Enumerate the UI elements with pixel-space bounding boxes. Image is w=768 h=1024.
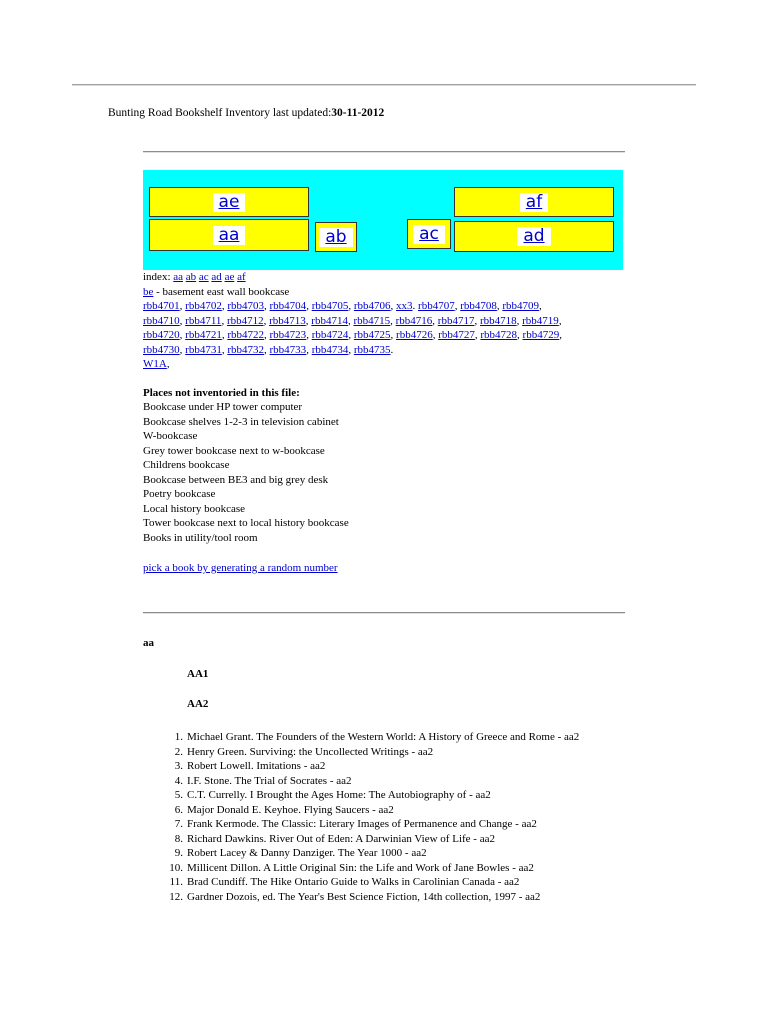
- subsection-aa2: AA2: [187, 698, 209, 710]
- index-link-rbb4724[interactable]: rbb4724: [311, 329, 349, 341]
- place-item: Poetry bookcase: [143, 488, 216, 500]
- book-number: 11.: [169, 876, 183, 888]
- index-link-rbb4710[interactable]: rbb4710: [143, 314, 180, 327]
- index-link-rbb4719[interactable]: rbb4719: [522, 314, 559, 327]
- book-title: I.F. Stone. The Trial of Socrates - aa2: [187, 774, 352, 787]
- index-link-rbb4706[interactable]: rbb4706: [353, 300, 391, 312]
- index-link-rbb4726[interactable]: rbb4726: [396, 329, 433, 341]
- index-link-ab[interactable]: ab: [185, 271, 197, 283]
- book-number: 3.: [174, 760, 183, 772]
- place-item: Bookcase shelves 1-2-3 in television cabinet: [143, 415, 339, 428]
- index-link-rbb4722[interactable]: rbb4722: [227, 329, 265, 341]
- book-title: Gardner Dozois, ed. The Year's Best Science Fiction, 14th collection, 1997 - aa2: [187, 890, 541, 903]
- map-box-ae[interactable]: ae: [149, 187, 309, 217]
- index-label: index:: [143, 271, 171, 283]
- updated-date: 30-11-2012: [331, 107, 385, 119]
- rbb-row: rbb4730, rbb4731, rbb4732, rbb4733, rbb4734, rbb4735.: [143, 343, 394, 356]
- index-link-rbb4708[interactable]: rbb4708: [460, 300, 497, 312]
- book-number: 12.: [169, 890, 183, 903]
- index-link-rbb4714[interactable]: rbb4714: [311, 314, 348, 327]
- index-link-rbb4732[interactable]: rbb4732: [227, 343, 265, 356]
- book-item: [163, 875, 633, 890]
- book-number: 4.: [174, 774, 183, 787]
- index-link-ae[interactable]: ae: [224, 271, 235, 283]
- main-content: [143, 270, 633, 576]
- book-title: Michael Grant. The Founders of the Western World: A History of Greece and Rome - aa2: [187, 731, 580, 743]
- be-line: [143, 285, 633, 300]
- index-link-ad[interactable]: ad: [211, 271, 222, 283]
- map-box-ac[interactable]: ac: [407, 219, 451, 249]
- book-item: [163, 774, 633, 789]
- book-title: Major Donald E. Keyhoe. Flying Saucers - aa2: [187, 803, 394, 816]
- book-number: 7.: [174, 818, 183, 830]
- index-line: [143, 270, 633, 285]
- top-divider: [72, 84, 696, 86]
- index-link-rbb4728[interactable]: rbb4728: [480, 329, 518, 341]
- rbb-row: rbb4701, rbb4702, rbb4703, rbb4704, rbb4705, rbb4706, xx3. rbb4707, rbb4708, rbb4709,: [143, 300, 542, 312]
- book-title: Brad Cundiff. The Hike Ontario Guide to Walks in Carolinian Canada - aa2: [187, 876, 520, 888]
- index-link-rbb4731[interactable]: rbb4731: [185, 343, 222, 356]
- book-item: [163, 788, 633, 803]
- book-item: [163, 890, 633, 905]
- book-number: 2.: [174, 745, 183, 758]
- index-link-rbb4733[interactable]: rbb4733: [269, 343, 307, 356]
- book-number: 10.: [169, 861, 183, 874]
- index-link-rbb4718[interactable]: rbb4718: [479, 314, 517, 327]
- rbb-row: rbb4720, rbb4721, rbb4722, rbb4723, rbb4724, rbb4725, rbb4726, rbb4727, rbb4728, rbb4729,: [143, 329, 562, 341]
- index-link-rbb4707[interactable]: rbb4707: [418, 300, 455, 312]
- index-link-rbb4712[interactable]: rbb4712: [226, 314, 264, 327]
- map-top-divider: [143, 151, 625, 153]
- index-link-rbb4701[interactable]: rbb4701: [143, 300, 180, 312]
- place-item: Grey tower bookcase next to w-bookcase: [143, 444, 325, 457]
- book-item: [163, 832, 633, 847]
- index-link-be[interactable]: be: [143, 285, 154, 298]
- last-updated-line: [108, 106, 384, 121]
- book-item: [163, 730, 633, 745]
- w1a-line: W1A,: [143, 358, 170, 370]
- updated-label: Bunting Road Bookshelf Inventory last updated:: [108, 107, 332, 119]
- index-link-w1a[interactable]: W1A: [143, 358, 167, 370]
- book-title: Robert Lacey & Danny Danziger. The Year 1000 - aa2: [187, 847, 427, 859]
- rbb-link-list: [143, 299, 633, 357]
- rbb-row: rbb4710, rbb4711, rbb4712, rbb4713, rbb4714, rbb4715, rbb4716, rbb4717, rbb4718, rbb4719,: [143, 314, 562, 327]
- index-link-rbb4720[interactable]: rbb4720: [143, 329, 180, 341]
- subsection-aa1: AA1: [187, 668, 209, 680]
- map-box-af[interactable]: af: [454, 187, 614, 217]
- random-book-link[interactable]: pick a book by generating a random number: [143, 562, 338, 574]
- book-item: [163, 759, 633, 774]
- index-link-af[interactable]: af: [237, 271, 246, 283]
- index-link-rbb4713[interactable]: rbb4713: [269, 314, 306, 327]
- place-item: Childrens bookcase: [143, 459, 230, 471]
- book-number: 8.: [174, 832, 183, 845]
- book-item: [163, 745, 633, 760]
- places-list: [143, 400, 633, 545]
- book-item: [163, 846, 633, 861]
- book-list: [163, 730, 633, 904]
- section-divider: [143, 612, 625, 614]
- place-item: Books in utility/tool room: [143, 531, 258, 544]
- map-box-ad[interactable]: ad: [454, 221, 614, 252]
- book-title: Millicent Dillon. A Little Original Sin: the Life and Work of Jane Bowles - aa2: [187, 861, 534, 874]
- index-link-rbb4704[interactable]: rbb4704: [269, 300, 307, 312]
- index-link-rbb4734[interactable]: rbb4734: [311, 343, 349, 356]
- index-link-aa[interactable]: aa: [173, 271, 184, 283]
- index-link-rbb4721[interactable]: rbb4721: [185, 329, 222, 341]
- index-link-rbb4735[interactable]: rbb4735: [353, 343, 391, 356]
- place-item: Local history bookcase: [143, 502, 246, 515]
- place-item: W-bookcase: [143, 430, 198, 442]
- places-title: Places not inventoried in this file:: [143, 386, 300, 399]
- book-title: Richard Dawkins. River Out of Eden: A Darwinian View of Life - aa2: [187, 832, 495, 845]
- place-item: Tower bookcase next to local history bookcase: [143, 517, 349, 529]
- book-title: Frank Kermode. The Classic: Literary Images of Permanence and Change - aa2: [187, 818, 537, 830]
- book-number: 9.: [174, 847, 183, 859]
- bookcase-map: [143, 170, 623, 270]
- index-link-xx3[interactable]: xx3: [396, 300, 413, 312]
- index-link-rbb4715[interactable]: rbb4715: [353, 314, 391, 327]
- index-link-rbb4711[interactable]: rbb4711: [185, 314, 222, 327]
- index-link-rbb4702[interactable]: rbb4702: [185, 300, 222, 312]
- map-box-ab[interactable]: ab: [315, 222, 357, 252]
- index-link-rbb4709[interactable]: rbb4709: [502, 300, 540, 312]
- book-number: 6.: [174, 803, 183, 816]
- index-link-rbb4717[interactable]: rbb4717: [437, 314, 475, 327]
- index-link-rbb4729[interactable]: rbb4729: [522, 329, 560, 341]
- book-item: [163, 803, 633, 818]
- book-item: [163, 817, 633, 832]
- book-item: [163, 861, 633, 876]
- section-title-aa: aa: [143, 637, 154, 649]
- index-link-ac[interactable]: ac: [198, 271, 209, 283]
- index-link-rbb4730[interactable]: rbb4730: [143, 343, 180, 356]
- index-link-rbb4723[interactable]: rbb4723: [269, 329, 307, 341]
- map-box-aa[interactable]: aa: [149, 219, 309, 251]
- place-item: Bookcase between BE3 and big grey desk: [143, 473, 329, 486]
- book-title: Robert Lowell. Imitations - aa2: [187, 760, 326, 772]
- place-item: Bookcase under HP tower computer: [143, 401, 303, 413]
- book-title: Henry Green. Surviving: the Uncollected Writings - aa2: [187, 745, 434, 758]
- index-link-rbb4705[interactable]: rbb4705: [311, 300, 349, 312]
- index-link-rbb4725[interactable]: rbb4725: [353, 329, 391, 341]
- index-link-rbb4703[interactable]: rbb4703: [227, 300, 265, 312]
- book-title: C.T. Currelly. I Brought the Ages Home: The Autobiography of - aa2: [187, 789, 491, 801]
- book-number: 1.: [174, 731, 183, 743]
- index-link-rbb4716[interactable]: rbb4716: [395, 314, 433, 327]
- book-number: 5.: [174, 789, 183, 801]
- be-description: - basement east wall bookcase: [153, 285, 290, 298]
- index-link-rbb4727[interactable]: rbb4727: [438, 329, 475, 341]
